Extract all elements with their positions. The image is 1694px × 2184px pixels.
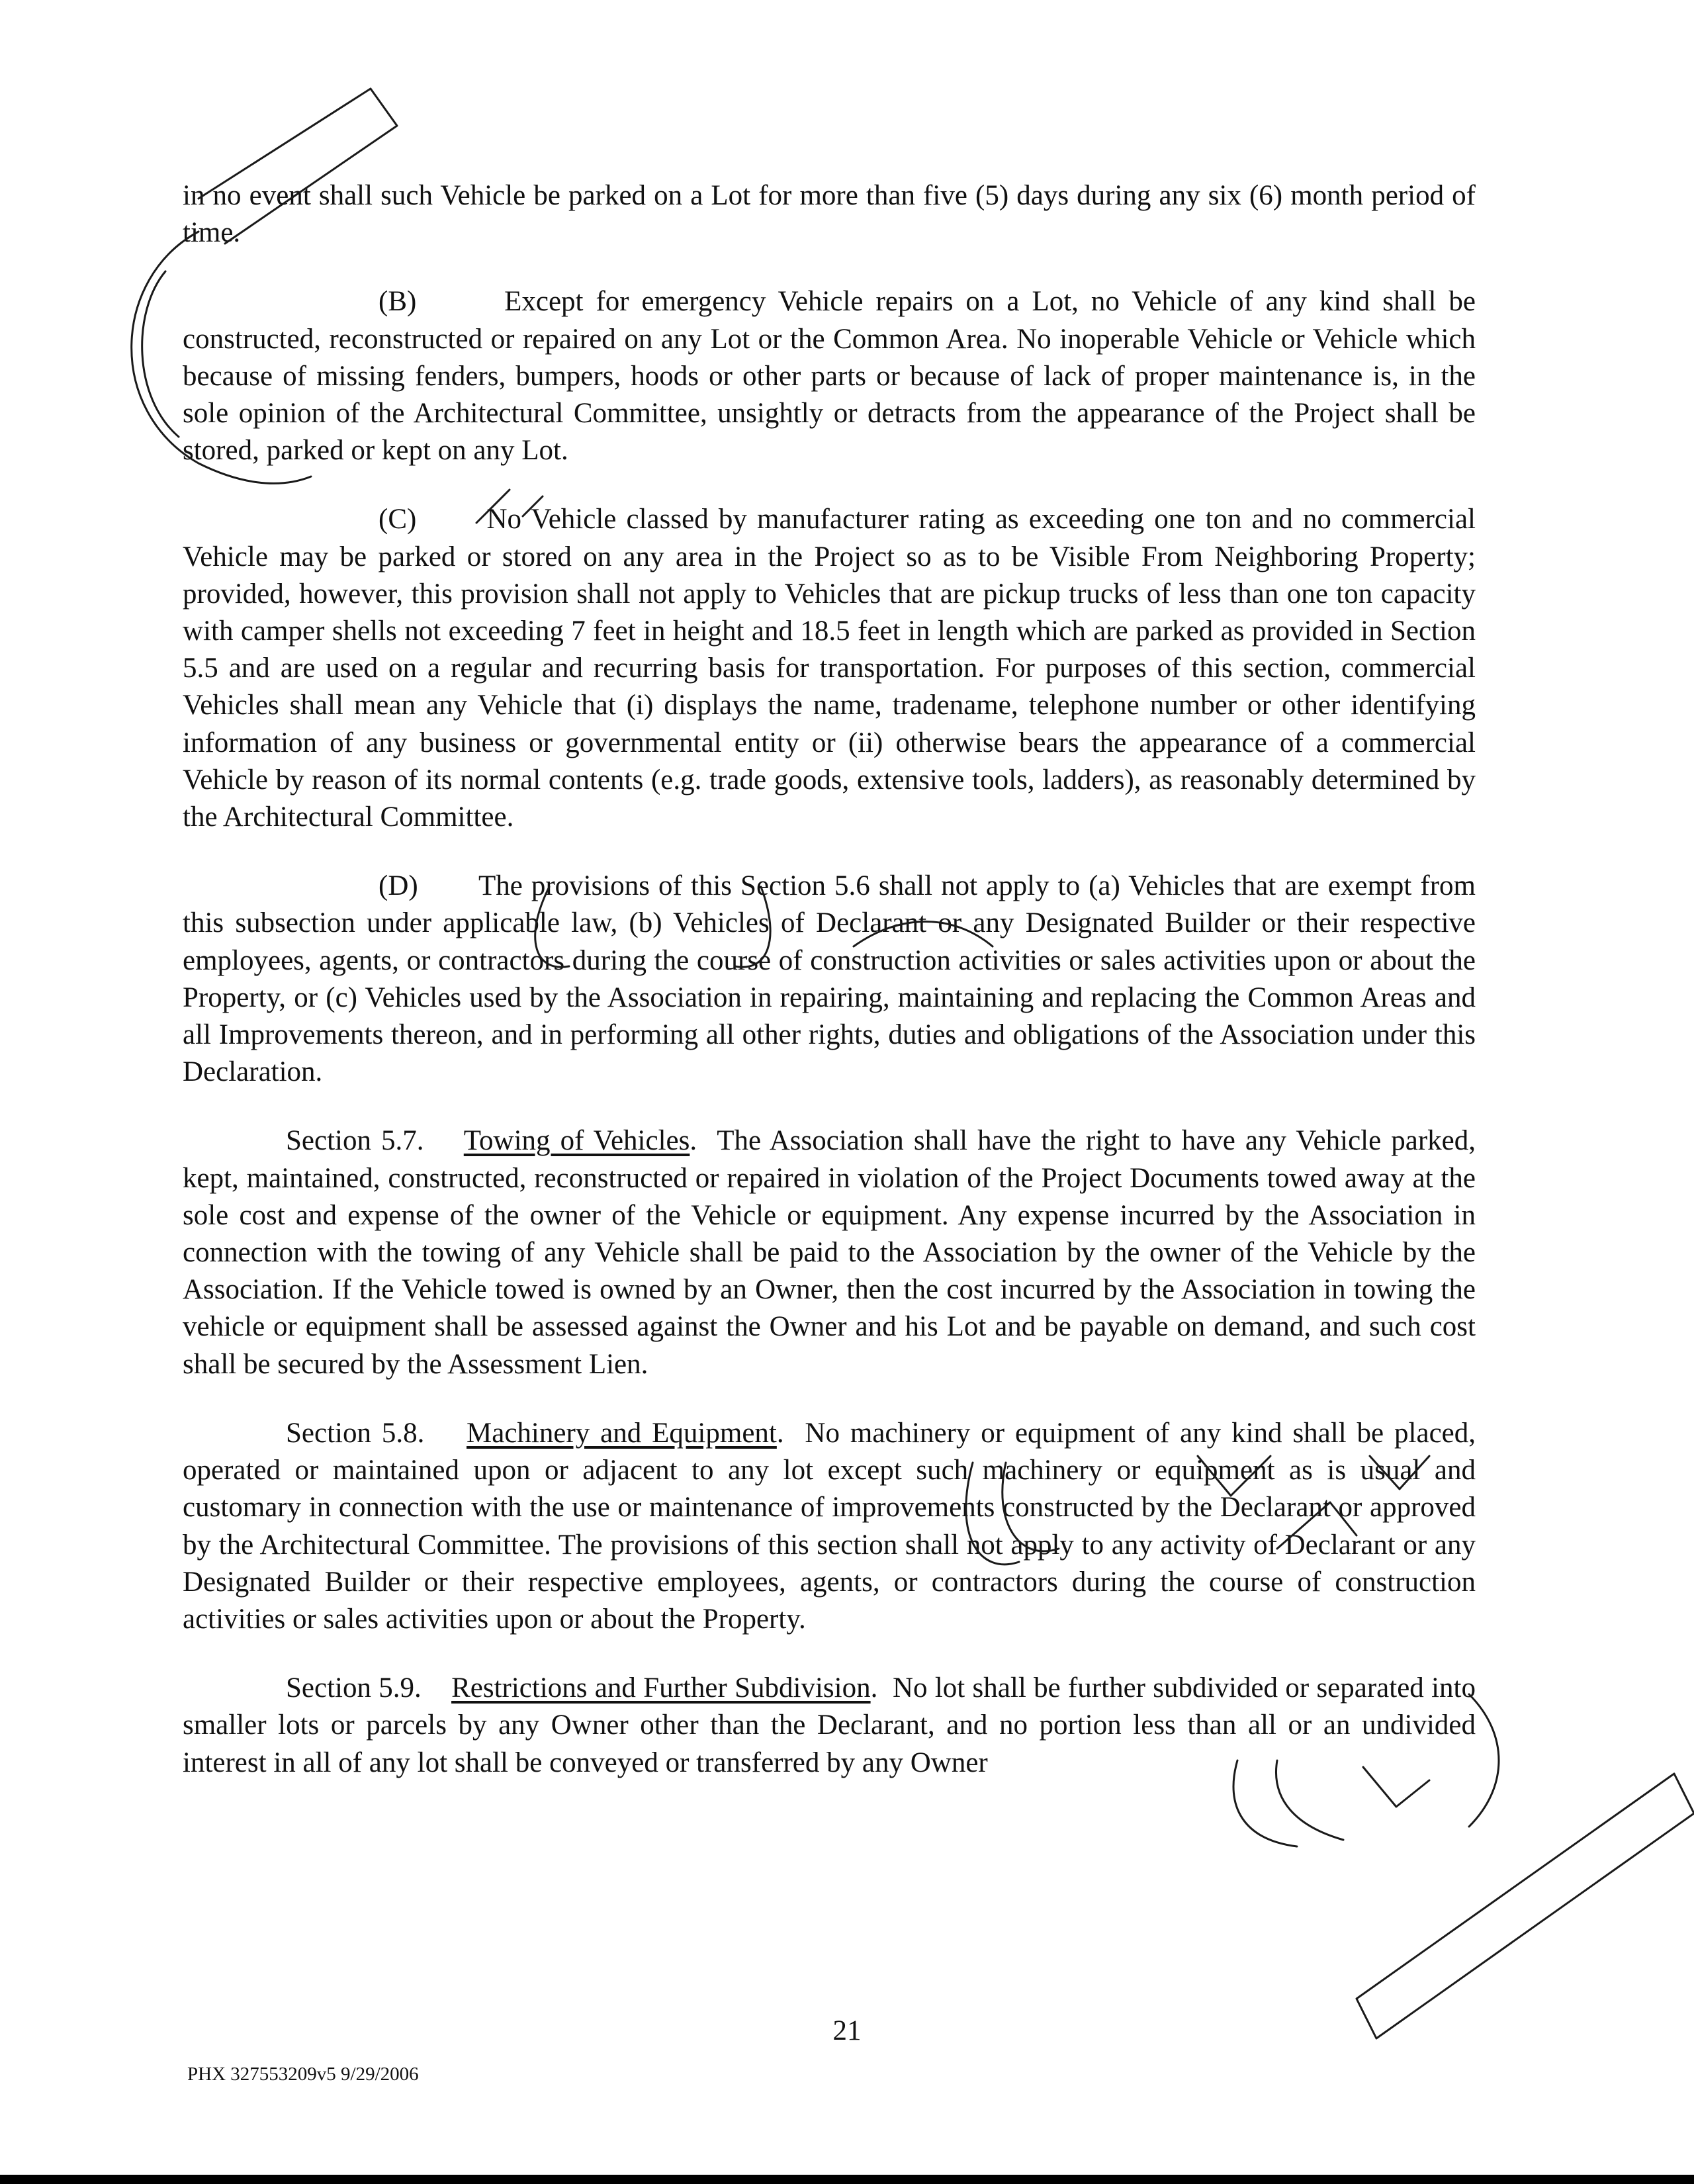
section-number: Section 5.7. [286, 1125, 424, 1157]
section-title: Restrictions and Further Subdivision [451, 1672, 871, 1704]
page-number: 21 [832, 2015, 862, 2046]
subsection-label: (B) [379, 286, 417, 318]
subsection-c [183, 501, 1476, 836]
paragraph-text: No Vehicle classed by manufacturer rating as exceeding one ton and no commercial Vehicle may be parked or stored on any area in the Project so as to be Visible From Neighboring Property; provided, however, this provision shall not apply to Vehicles that are pickup trucks of less than one ton capacity with camper shells not exceeding 7 feet in height and 18.5 feet in length which are parked as provided in Section 5.5 and are used on a regular and recurring basis for transportation. For purposes of this section, commercial Vehicles shall mean any Vehicle that (i) displays the name, tradename, telephone number or other identifying information of any business or governmental entity or (ii) otherwise bears the appearance of a commercial Vehicle by reason of its normal contents (e.g. trade goods, extensive tools, ladders), as reasonably determined by the Architectural Committee. [183, 504, 1476, 833]
section-number: Section 5.8. [286, 1417, 425, 1449]
paragraph-text: Except for emergency Vehicle repairs on a Lot, no Vehicle of any kind shall be constructed, reconstructed or repaired on any Lot or the Common Area. No inoperable Vehicle or Vehicle which because of missing fenders, bumpers, hoods or other parts or because of lack of proper maintenance is, in the sole opinion of the Architectural Committee, unsightly or detracts from the appearance of the Project shall be stored, parked or kept on any Lot. [183, 286, 1476, 467]
scan-edge [0, 2175, 1694, 2184]
subsection-b [183, 283, 1476, 469]
subsection-d [183, 868, 1476, 1091]
section-5-9: Section 5.9. Restrictions and Further Subdivision. No lot shall be further subdivided or separated into smaller lots or parcels by any Owner other than the Declarant, and no portion less than all or an undivided interest in all of any lot shall be conveyed or transferred by any Owner [183, 1672, 1476, 1778]
paragraph-text: The Association shall have the right to have any Vehicle parked, kept, maintained, constructed, reconstructed or repaired in violation of the Project Documents towed away at the sole cost and expense of the owner of the Vehicle or equipment. Any expense incurred by the Association in connection with the towing of any Vehicle shall be paid to the Association by the owner of the Vehicle by the Association. If the Vehicle towed is owned by an Owner, then the cost incurred by the Association in towing the vehicle or equipment shall be assessed against the Owner and his Lot and be payable on demand, and such cost shall be secured by the Assessment Lien. [183, 1125, 1476, 1380]
paragraph-continuation [183, 177, 1476, 251]
paragraph-text: No machinery or equipment of any kind shall be placed, operated or maintained upon or adjacent to any lot except such machinery or equipment as is usual and customary in connection with the use or maintenance of improvements constructed by the Declarant or approved by the Architectural Committee. The provisions of this section shall not apply to any activity of Declarant or any Designated Builder or their respective employees, agents, or contractors during the course of construction activities or sales activities upon or about the Property. [183, 1417, 1476, 1635]
section-5-8: Section 5.8. Machinery and Equipment. No machinery or equipment of any kind shall be placed, operated or maintained upon or adjacent to any lot except such machinery or equipment as is usual and customary in connection with the use or maintenance of improvements constructed by the Declarant or approved by the Architectural Committee. The provisions of this section shall not apply to any activity of Declarant or any Designated Builder or their respective employees, agents, or contractors during the course of construction activities or sales activities upon or about the Property. [183, 1417, 1476, 1635]
subsection-label: (D) [379, 870, 418, 902]
section-title: Machinery and Equipment [467, 1417, 777, 1449]
body-text [183, 177, 1476, 1813]
bracket-mark-left-inner [142, 271, 179, 437]
paragraph-text: No lot shall be further subdivided or separated into smaller lots or parcels by any Owner other than the Declarant, and no portion less than all or an undivided interest in all of any lot shall be conveyed or transferred by any Owner [183, 1672, 1476, 1778]
subsection-label: (C) [379, 504, 417, 535]
section-5-7: Section 5.7. Towing of Vehicles. The Association shall have the right to have any Vehicle parked, kept, maintained, constructed, reconstructed or repaired in violation of the Project Documents towed away at the sole cost and expense of the owner of the Vehicle or equipment. Any expense incurred by the Association in connection with the towing of any Vehicle shall be paid to the Association by the owner of the Vehicle by the Association. If the Vehicle towed is owned by an Owner, then the cost incurred by the Association in towing the vehicle or equipment shall be assessed against the Owner and his Lot and be payable on demand, and such cost shall be secured by the Assessment Lien. [183, 1125, 1476, 1380]
document-id: PHX 327553209v5 9/29/2006 [187, 2064, 419, 2085]
paragraph-text: The provisions of this Section 5.6 shall not apply to (a) Vehicles that are exempt from this subsection under applicable law, (b) Vehicles of Declarant or any Designated Builder or their respective employees, agents, or contractors during the course of construction activities or sales activities upon or about the Property, or (c) Vehicles used by the Association in repairing, maintaining and replacing the Common Areas and all Improvements thereon, and in performing all other rights, duties and obligations of the Association under this Declaration. [183, 870, 1476, 1088]
section-title: Towing of Vehicles [463, 1125, 690, 1157]
paragraph-text: in no event shall such Vehicle be parked on a Lot for more than five (5) days during any six (6) month period of time. [183, 180, 1476, 249]
caret-mark-bottom-right [1357, 1774, 1694, 2038]
section-number: Section 5.9. [286, 1672, 422, 1704]
